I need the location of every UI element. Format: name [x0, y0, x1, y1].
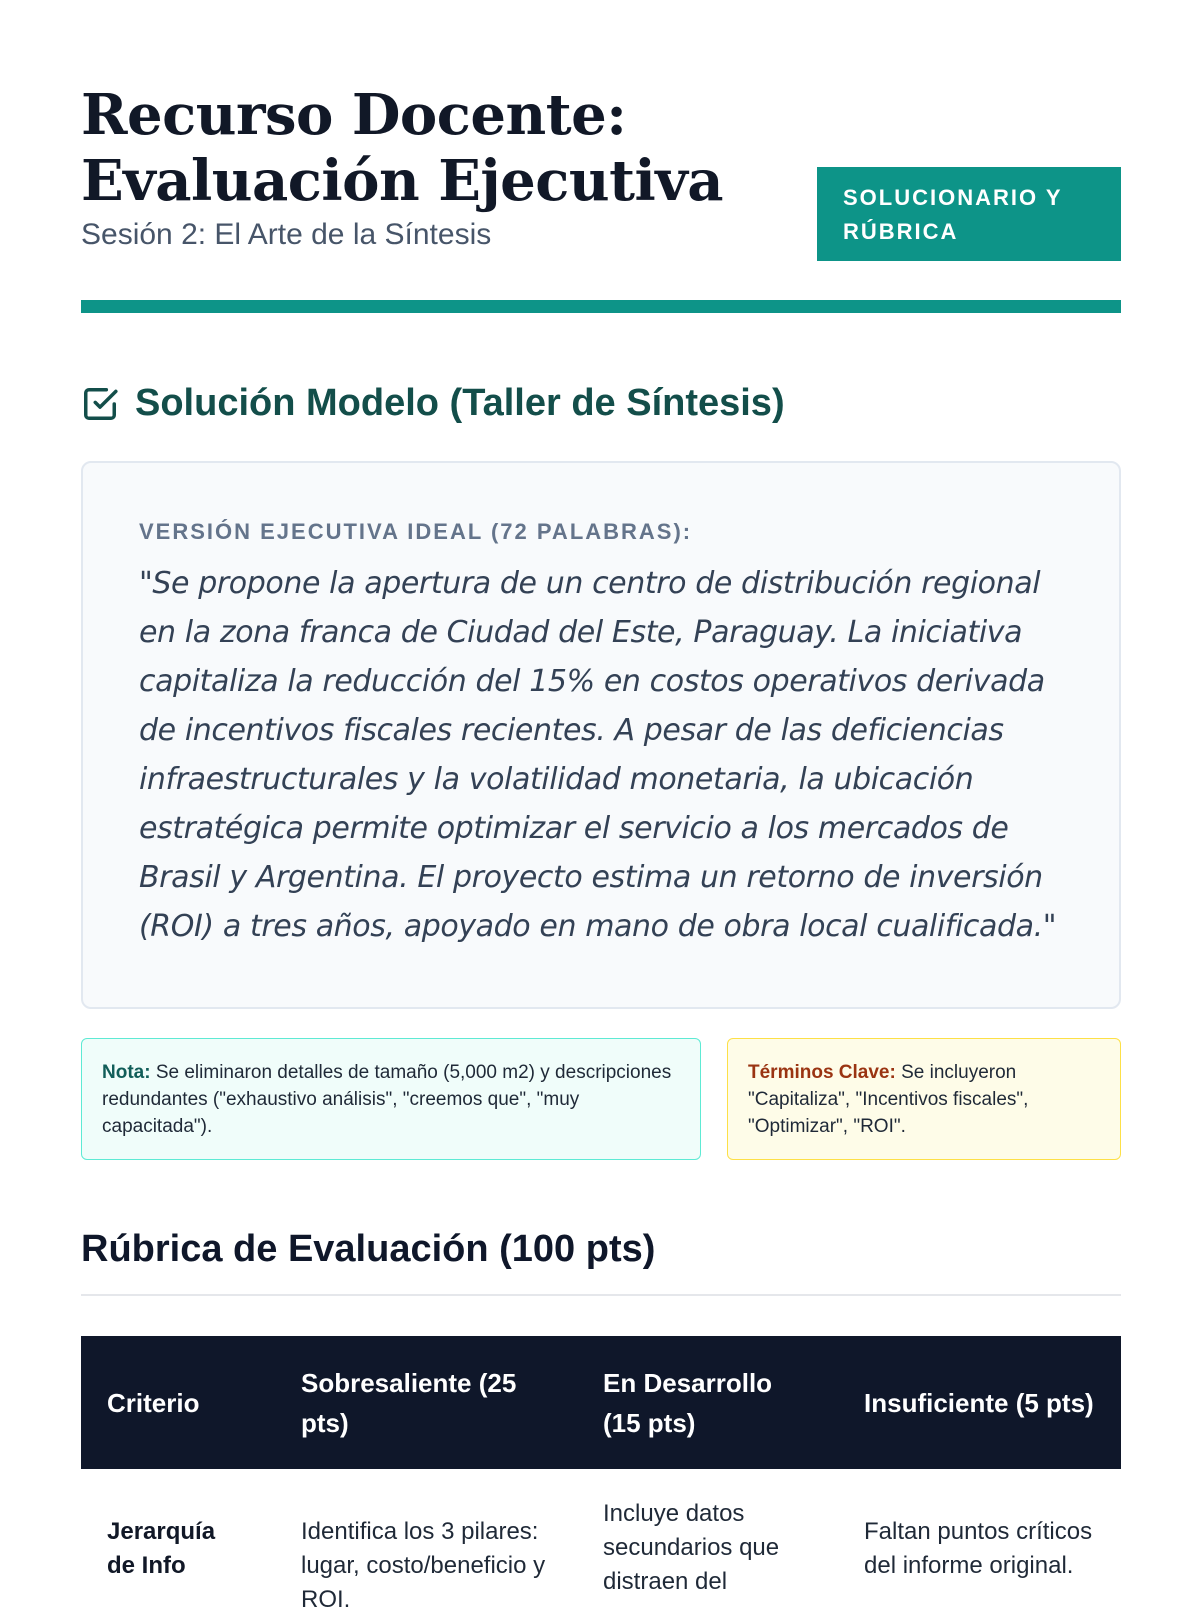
title-line-2: Evaluación Ejecutiva	[81, 148, 724, 214]
key-terms-text: Se incluyeron "Capitaliza", "Incentivos fiscales", "Optimizar", "ROI".	[748, 1062, 1029, 1137]
developing-cell: Incluye datos secundarios que distraen del	[603, 1500, 780, 1595]
solution-title: Solución Modelo (Taller de Síntesis)	[135, 382, 785, 424]
column-header-en-desarrollo: En Desarrollo (15 pts)	[577, 1336, 838, 1469]
rubric-table	[81, 1336, 1121, 1617]
page-subtitle: Sesión 2: El Arte de la Síntesis	[81, 218, 492, 251]
rubric-divider	[81, 1294, 1121, 1296]
model-solution-box	[81, 461, 1121, 1009]
note-label: Nota:	[102, 1062, 151, 1083]
column-header-criterio: Criterio	[81, 1336, 275, 1469]
page-title	[81, 82, 723, 214]
badge-line-2: RÚBRICA	[843, 219, 959, 244]
header-divider	[81, 300, 1121, 313]
key-terms-callout	[727, 1038, 1121, 1160]
model-quote: "Se propone la apertura de un centro de distribución regional en la zona franca de Ciudad del Este, Paraguay. La iniciativa capitaliza la reducción del 15% en costos operativos derivada de incentivos fiscales recientes. A pesar de las deficiencias infraestructurales y la volatilidad monetaria, la ubicación estratégica permite optimizar el servicio a los mercados de Brasil y Argentina. El proyecto estima un retorno de inversión (ROI) a tres años, apoyado en mano de obra local cualificada."	[139, 566, 1057, 944]
solucionario-badge	[817, 167, 1121, 261]
key-terms-label: Términos Clave:	[748, 1062, 896, 1083]
table-row	[81, 1469, 1121, 1617]
badge-line-1: SOLUCIONARIO Y	[843, 185, 1063, 210]
excellent-cell: Identifica los 3 pilares: lugar, costo/beneficio y ROI.	[301, 1518, 546, 1613]
note-text: Se eliminaron detalles de tamaño (5,000 m2) y descripciones redundantes ("exhaustivo análisis", "creemos que", "muy capacitada").	[102, 1062, 672, 1137]
note-callout	[81, 1038, 701, 1160]
document-page	[81, 0, 1121, 1613]
model-version-label: VERSIÓN EJECUTIVA IDEAL (72 PALABRAS):	[139, 519, 693, 544]
rubric-header-row	[81, 1336, 1121, 1469]
column-header-sobresaliente: Sobresaliente (25 pts)	[275, 1336, 577, 1469]
insufficient-cell: Faltan puntos críticos del informe original.	[864, 1518, 1093, 1579]
solution-heading	[81, 382, 785, 425]
criterion-cell: Jerarquía de Info	[107, 1518, 216, 1579]
checkbox-check-icon	[81, 385, 119, 423]
header	[81, 0, 1121, 314]
title-line-1: Recurso Docente:	[81, 82, 627, 148]
column-header-insuficiente: Insuficiente (5 pts)	[838, 1336, 1121, 1469]
rubric-title: Rúbrica de Evaluación (100 pts)	[81, 1228, 656, 1270]
